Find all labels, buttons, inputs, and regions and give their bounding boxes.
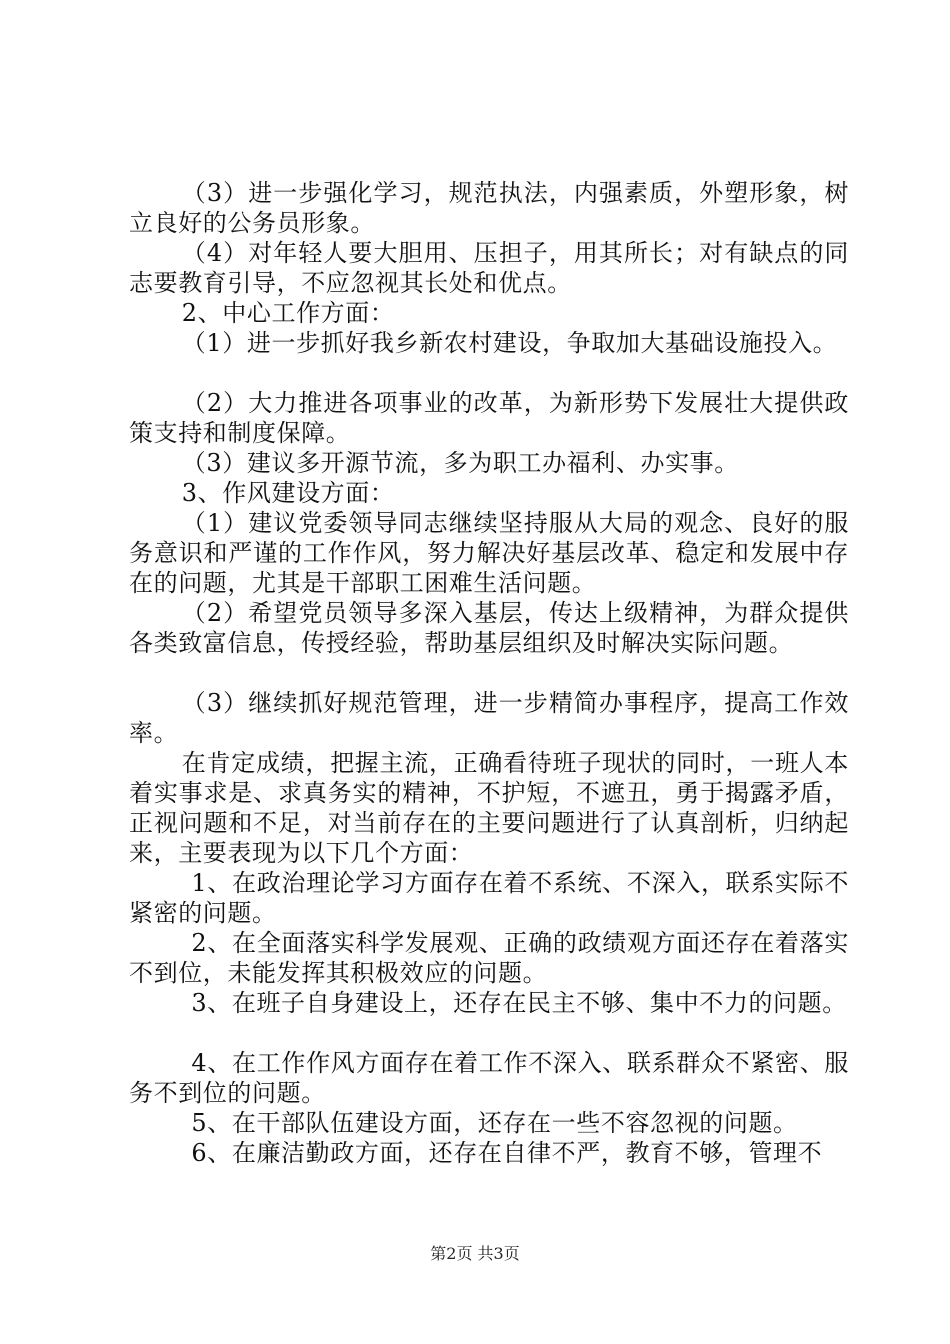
page-number-footer: 第2页 共3页 — [430, 1244, 520, 1263]
paragraph-new-countryside: （1）进一步抓好我乡新农村建设，争取加大基础设施投入。 — [181, 329, 838, 357]
paragraph-summary: 在肯定成绩，把握主流，正确看待班子现状的同时，一班人本着实事求是、求真务实的精神，不护短，不遮丑，勇于揭露矛盾，正视问题和不足，对当前存在的主要问题进行了认真剖析，归纳起来，主要表现为以下几个方面： — [129, 749, 849, 867]
document-body — [129, 178, 849, 1168]
paragraph-grassroots: （2）希望党员领导多深入基层，传达上级精神，为群众提供各类致富信息，传授经验，帮助基层组织及时解决实际问题。 — [129, 599, 849, 657]
paragraph-welfare: （3）建议多开源节流，多为职工办福利、办实事。 — [181, 449, 739, 477]
paragraph-party-leadership: （1）建议党委领导同志继续坚持服从大局的观念、良好的服务意识和严谨的工作作风，努力解决好基层改革、稳定和发展中存在的问题，尤其是干部职工困难生活问题。 — [129, 509, 849, 597]
heading-work-style: 3、作风建设方面： — [181, 479, 395, 507]
list-item-problem-2: 2、在全面落实科学发展观、正确的政绩观方面还存在着落实不到位，未能发挥其积极效应的问题。 — [129, 929, 849, 987]
paragraph-reform: （2）大力推进各项事业的改革，为新形势下发展壮大提供政策支持和制度保障。 — [129, 389, 849, 447]
paragraph-management: （3）继续抓好规范管理，进一步精简办事程序，提高工作效率。 — [129, 689, 849, 747]
list-item-problem-3: 3、在班子自身建设上，还存在民主不够、集中不力的问题。 — [191, 989, 847, 1017]
heading-central-work: 2、中心工作方面： — [181, 299, 395, 327]
paragraph-young-cadres: （4）对年轻人要大胆用、压担子，用其所长；对有缺点的同志要教育引导，不应忽视其长处和优点。 — [129, 239, 849, 297]
list-item-problem-4: 4、在工作作风方面存在着工作不深入、联系群众不紧密、服务不到位的问题。 — [129, 1049, 849, 1107]
list-item-problem-1: 1、在政治理论学习方面存在着不系统、不深入，联系实际不紧密的问题。 — [129, 869, 849, 927]
list-item-problem-5: 5、在干部队伍建设方面，还存在一些不容忽视的问题。 — [191, 1109, 798, 1137]
paragraph-study-standards: （3）进一步强化学习，规范执法，内强素质，外塑形象，树立良好的公务员形象。 — [129, 179, 849, 237]
list-item-problem-6: 6、在廉洁勤政方面，还存在自律不严，教育不够，管理不 — [191, 1139, 823, 1167]
